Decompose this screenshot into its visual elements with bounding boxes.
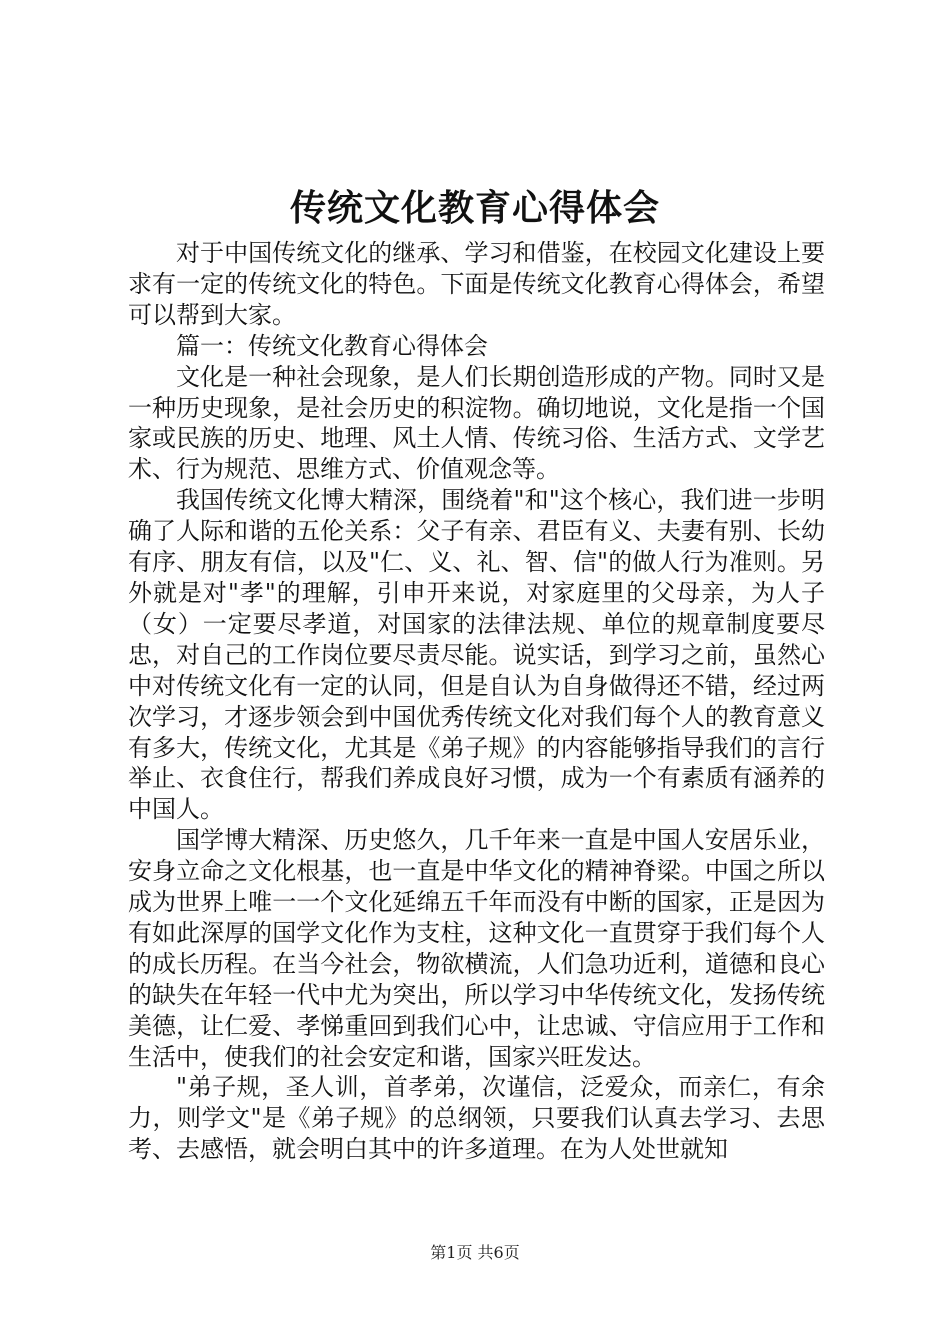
paragraph-culture-definition: 文化是一种社会现象，是人们长期创造形成的产物。同时又是一种历史现象，是社会历史的积淀物。确切地说，文化是指一个国家或民族的历史、地理、风土人情、传统习俗、生活方式、文学艺术、行为规范、思维方式、价值观念等。 — [128, 362, 825, 484]
document-body — [128, 238, 825, 1165]
paragraph-section-heading: 篇一：传统文化教育心得体会 — [176, 331, 488, 360]
document-title: 传统文化教育心得体会 — [289, 187, 660, 229]
paragraph-intro: 对于中国传统文化的继承、学习和借鉴，在校园文化建设上要求有一定的传统文化的特色。下面是传统文化教育心得体会，希望可以帮到大家。 — [128, 239, 825, 329]
paragraph-sinology: 国学博大精深、历史悠久，几千年来一直是中国人安居乐业，安身立命之文化根基，也一直是中华文化的精神脊梁。中国之所以成为世界上唯一一个文化延绵五千年而没有中断的国家，正是因为有如此深厚的国学文化作为支柱，这种文化一直贯穿于我们每个人的成长历程。在当今社会，物欲横流，人们急功近利，道德和良心的缺失在年轻一代中尤为突出，所以学习中华传统文化，发扬传统美德，让仁爱、孝悌重回到我们心中，让忠诚、守信应用于工作和生活中，使我们的社会安定和谐，国家兴旺发达。 — [128, 826, 825, 1071]
paragraph-traditional-culture: 我国传统文化博大精深，围绕着"和"这个核心，我们进一步明确了人际和谐的五伦关系：父子有亲、君臣有义、夫妻有别、长幼有序、朋友有信，以及"仁、义、礼、智、信"的做人行为准则。另外就是对"孝"的理解，引申开来说，对家庭里的父母亲，为人子（女）一定要尽孝道，对国家的法律法规、单位的规章制度要尽忠，对自己的工作岗位要尽责尽能。说实话，到学习之前，虽然心中对传统文化有一定的认同，但是自认为自身做得还不错，经过两次学习，才逐步领会到中国优秀传统文化对我们每个人的教育意义有多大，传统文化，尤其是《弟子规》的内容能够指导我们的言行举止、衣食住行，帮我们养成良好习惯，成为一个有素质有涵养的中国人。 — [128, 486, 825, 824]
page-footer: 第1页 共6页 — [430, 1243, 520, 1262]
paragraph-dizigui: "弟子规，圣人训，首孝弟，次谨信，泛爱众，而亲仁，有余力，则学文"是《弟子规》的总纲领，只要我们认真去学习、去思考、去感悟，就会明白其中的许多道理。在为人处世就知 — [128, 1073, 825, 1164]
